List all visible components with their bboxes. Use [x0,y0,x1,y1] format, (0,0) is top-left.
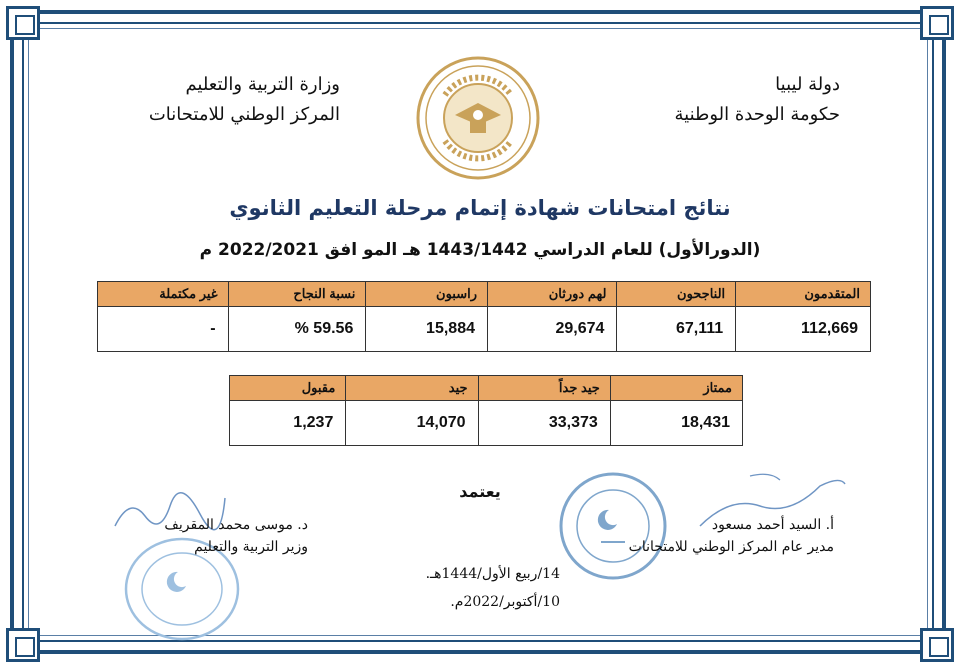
results-header-row [98,282,871,307]
grades-value-row [230,401,743,446]
grades-table [229,375,743,446]
minister-name: د. موسى محمد المقريف [164,517,308,533]
date-gregorian: 10/أكتوبر/2022م. [450,594,560,610]
corner-ornament [6,6,40,40]
header-cell: المتقدمون [736,282,871,307]
signature-minister [98,514,308,558]
issue-date [400,560,560,616]
header-cell: مقبول [230,376,346,401]
value-cell: 18,431 [610,401,742,446]
director-role: مدير عام المركز الوطني للامتحانات [628,539,834,555]
header-ministry [100,70,340,130]
header-state [620,70,840,130]
value-cell: - [98,307,229,352]
date-hijri: 14/ربيع الأول/1444هـ. [425,566,560,582]
page-title: نتائج امتحانات شهادة إتمام مرحلة التعليم الثانوي [229,196,731,220]
header-cell: الناجحون [617,282,736,307]
grades-header-row [230,376,743,401]
value-cell: 112,669 [736,307,871,352]
page-subtitle: (الدورالأول) للعام الدراسي 1443/1442 هـ المو افق 2022/2021 م [199,240,761,260]
value-cell: 59.56 % [228,307,366,352]
value-cell: 15,884 [366,307,488,352]
director-name: أ. السيد أحمد مسعود [711,517,834,533]
approval-label: يعتمد [459,482,501,501]
header-state-line1: دولة ليبيا [775,74,840,95]
header-ministry-line2: المركز الوطني للامتحانات [148,104,340,125]
value-cell: 29,674 [487,307,616,352]
corner-ornament [920,6,954,40]
value-cell: 33,373 [478,401,610,446]
header-cell: ممتاز [610,376,742,401]
header-cell: نسبة النجاح [228,282,366,307]
header-ministry-line1: وزارة التربية والتعليم [185,74,340,95]
header-cell: راسبون [366,282,488,307]
header-cell: جيد [346,376,478,401]
corner-ornament [6,628,40,662]
header-cell: غير مكتملة [98,282,229,307]
value-cell: 14,070 [346,401,478,446]
exam-center-logo [415,55,541,181]
minister-role: وزير التربية والتعليم [194,539,308,555]
header-state-line2: حكومة الوحدة الوطنية [674,104,840,125]
value-cell: 1,237 [230,401,346,446]
header-cell: لهم دورثان [487,282,616,307]
value-cell: 67,111 [617,307,736,352]
corner-ornament [920,628,954,662]
header-cell: جيد جداً [478,376,610,401]
results-table [97,281,871,352]
results-value-row [98,307,871,352]
signature-director [574,514,834,558]
